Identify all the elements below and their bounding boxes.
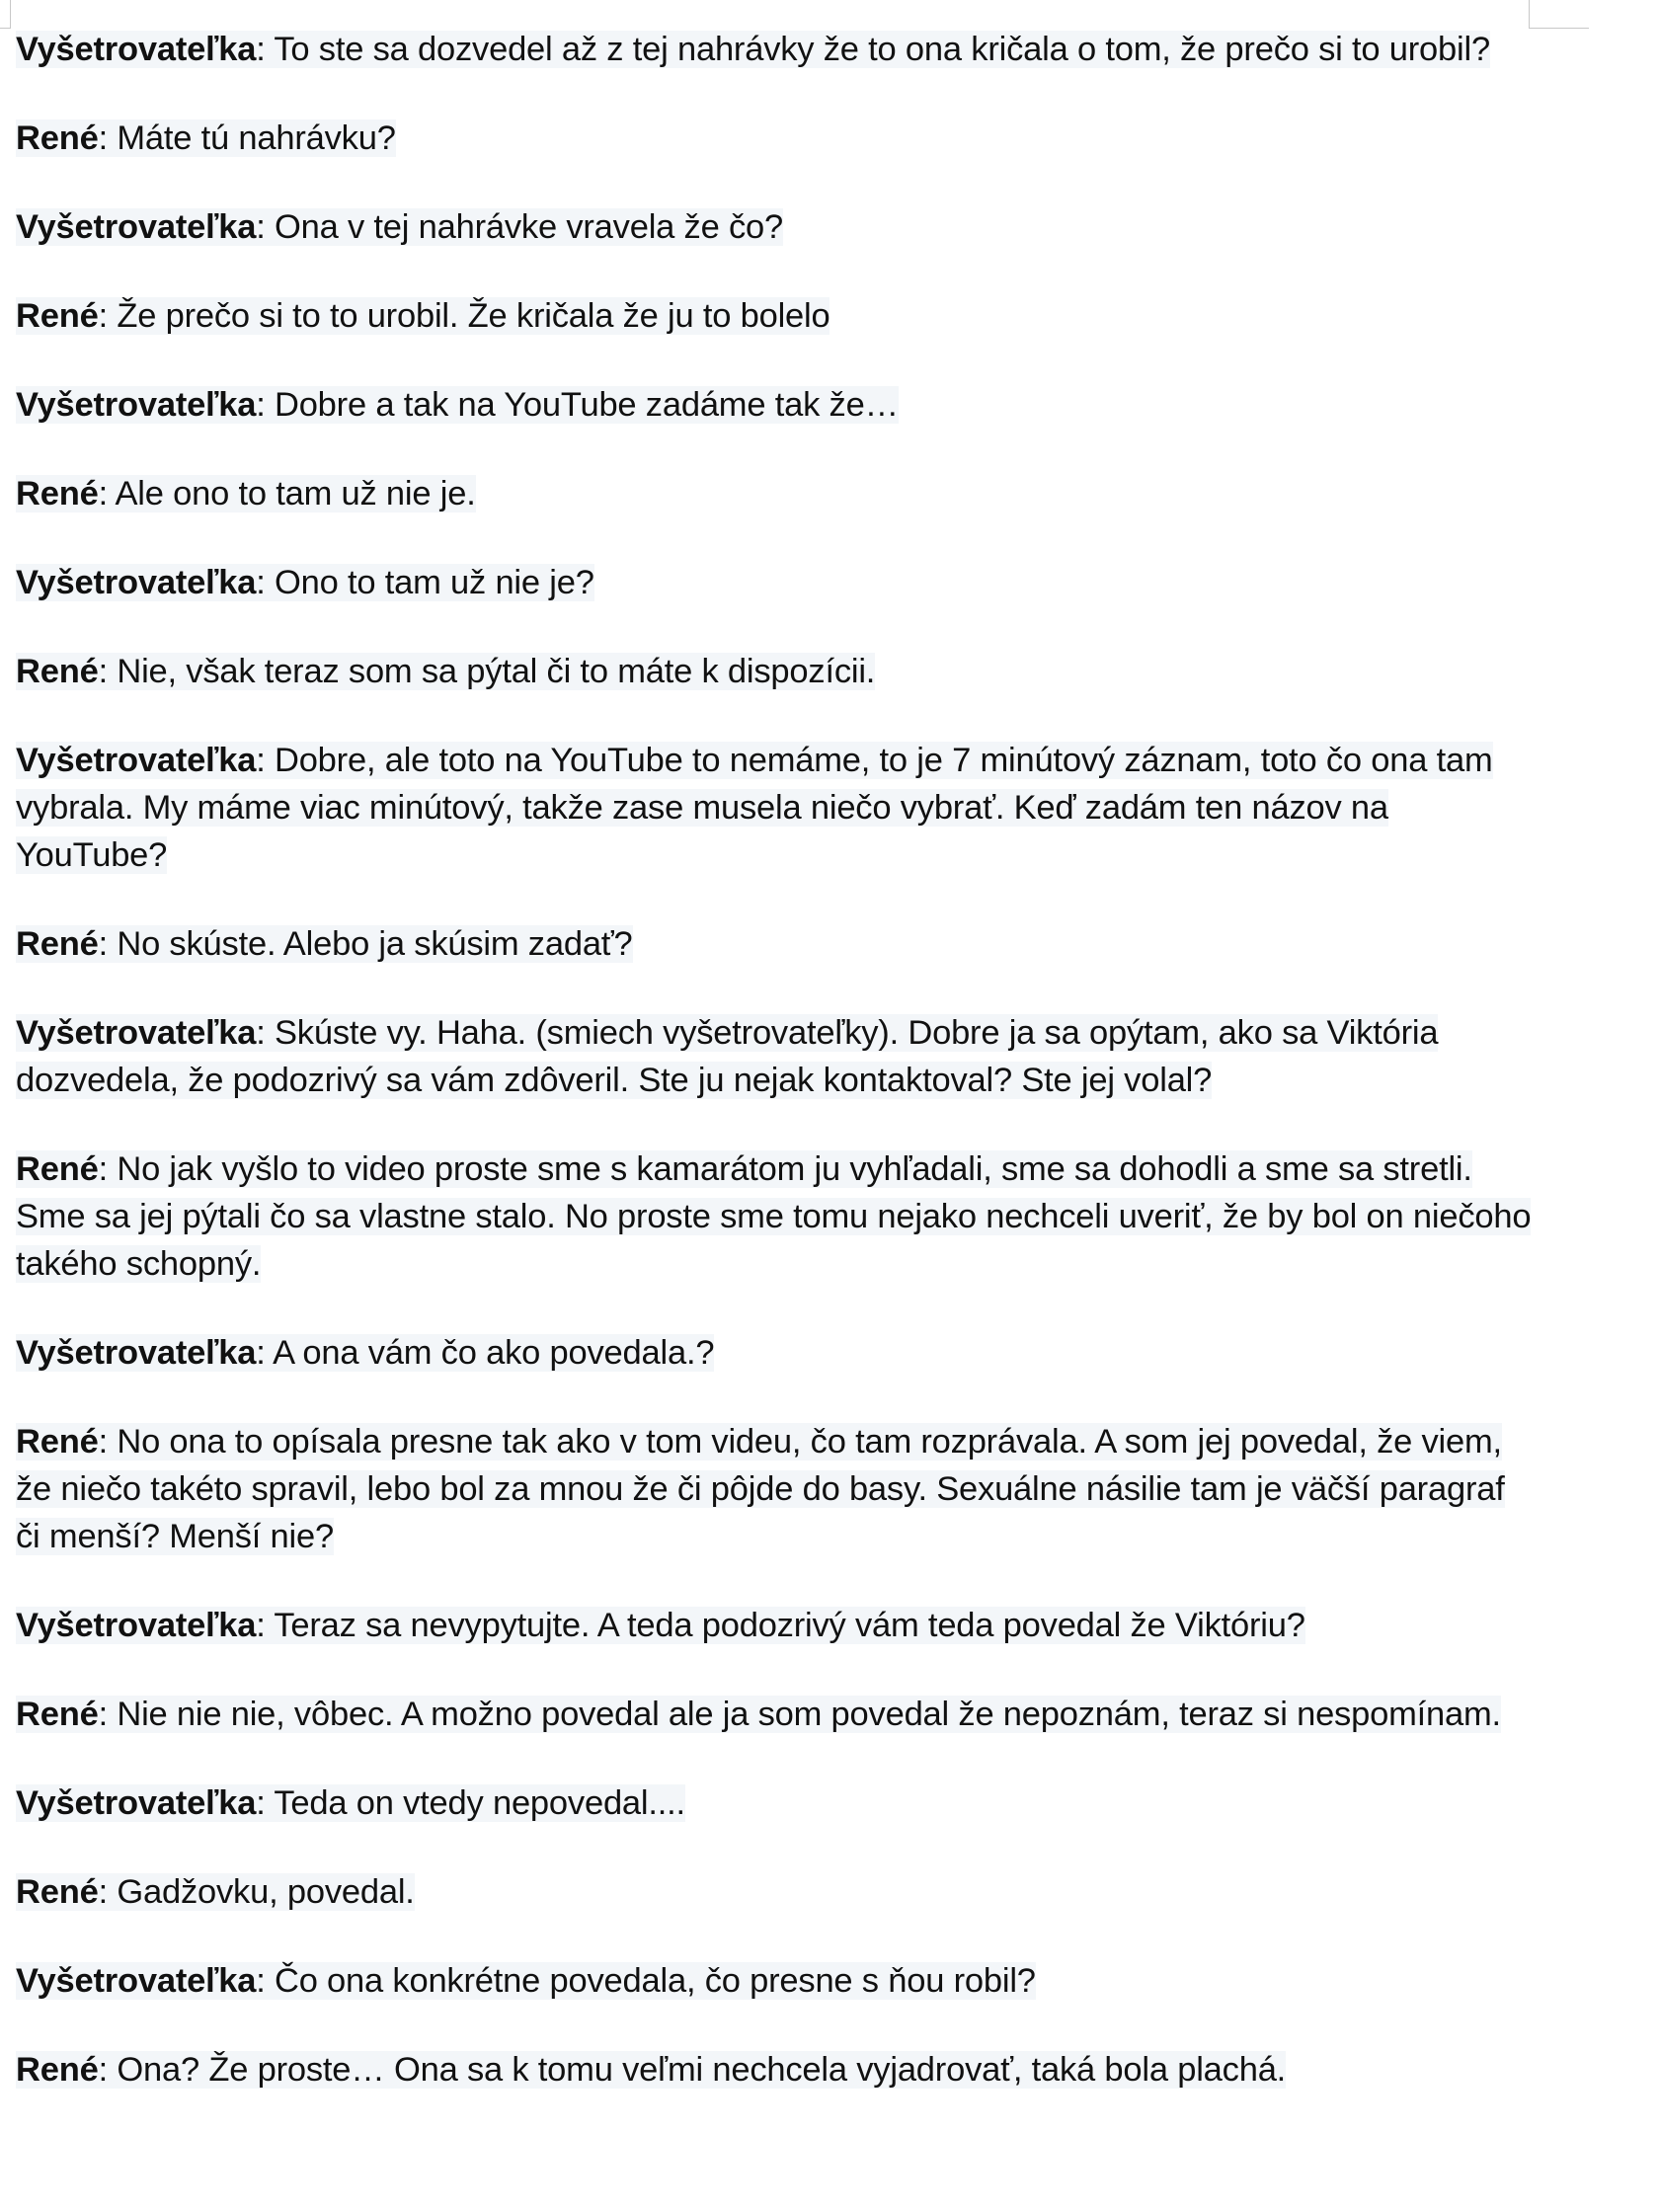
utterance-text: : Nie nie nie, vôbec. A možno povedal ale ja som povedal že nepoznám, teraz si nespomínam. <box>98 1696 1501 1733</box>
speaker-name: René <box>16 1423 99 1461</box>
transcript-paragraph <box>16 470 1537 517</box>
transcript-paragraph <box>16 2046 1537 2094</box>
utterance-text: : Ale ono to tam už nie je. <box>98 475 476 513</box>
transcript-paragraph <box>16 1146 1537 1288</box>
utterance-text: : Teda on vtedy nepovedal.... <box>256 1784 685 1822</box>
transcript-paragraph <box>16 1009 1537 1104</box>
speaker-name: René <box>16 1150 99 1188</box>
utterance-text: : A ona vám čo ako povedala.? <box>256 1334 715 1372</box>
utterance-text: : Nie, však teraz som sa pýtal či to máte k dispozícii. <box>98 653 876 690</box>
transcript-paragraph <box>16 559 1537 606</box>
speaker-name: Vyšetrovateľka <box>16 1334 257 1372</box>
crop-mark-left <box>0 0 11 29</box>
utterance-text: : Ono to tam už nie je? <box>256 564 594 601</box>
speaker-name: Vyšetrovateľka <box>16 386 257 424</box>
speaker-name: Vyšetrovateľka <box>16 1784 257 1822</box>
utterance-text: : No jak vyšlo to video proste sme s kamarátom ju vyhľadali, sme sa dohodli a sme sa stretli. Sme sa jej pýtali čo sa vlastne stalo. No proste sme tomu nejako nechceli uveriť, že by bol on niečoho takého schopný. <box>16 1150 1532 1283</box>
speaker-name: Vyšetrovateľka <box>16 1014 257 1052</box>
speaker-name: René <box>16 119 99 157</box>
transcript-paragraph <box>16 1691 1537 1738</box>
utterance-text: : To ste sa dozvedel až z tej nahrávky že to ona kričala o tom, že prečo si to urobil? <box>256 31 1490 68</box>
transcript-paragraph <box>16 1602 1537 1649</box>
crop-mark-right <box>1529 0 1589 29</box>
transcript-paragraph <box>16 26 1537 73</box>
utterance-text: : Teraz sa nevypytujte. A teda podozrivý vám teda povedal že Viktóriu? <box>256 1607 1305 1644</box>
utterance-text: : Dobre, ale toto na YouTube to nemáme, to je 7 minútový záznam, toto čo ona tam vybrala. My máme viac minútový, takže zase musela niečo vybrať. Keď zadám ten názov na YouTube? <box>16 742 1493 874</box>
utterance-text: : Máte tú nahrávku? <box>98 119 396 157</box>
speaker-name: Vyšetrovateľka <box>16 1607 257 1644</box>
speaker-name: René <box>16 653 99 690</box>
speaker-name: René <box>16 475 99 513</box>
speaker-name: Vyšetrovateľka <box>16 208 257 246</box>
speaker-name: René <box>16 1696 99 1733</box>
utterance-text: : Gadžovku, povedal. <box>98 1873 415 1911</box>
utterance-text: : Dobre a tak na YouTube zadáme tak že… <box>256 386 899 424</box>
utterance-text: : No ona to opísala presne tak ako v tom videu, čo tam rozprávala. A som jej povedal, že viem, že niečo takéto spravil, lebo bol za mnou že či pôjde do basy. Sexuálne násilie tam je väčší paragraf či menší? Menší nie? <box>16 1423 1505 1555</box>
transcript-paragraph <box>16 381 1537 429</box>
transcript-paragraph <box>16 648 1537 695</box>
transcript-paragraph <box>16 203 1537 251</box>
transcript <box>16 26 1537 2135</box>
speaker-name: René <box>16 1873 99 1911</box>
transcript-paragraph <box>16 1779 1537 1827</box>
utterance-text: : Čo ona konkrétne povedala, čo presne s ňou robil? <box>256 1962 1036 2000</box>
transcript-paragraph <box>16 920 1537 968</box>
utterance-text: : Ona v tej nahrávke vravela že čo? <box>256 208 783 246</box>
utterance-text: : Skúste vy. Haha. (smiech vyšetrovateľky). Dobre ja sa opýtam, ako sa Viktória dozvedela, že podozrivý sa vám zdôveril. Ste ju nejak kontaktoval? Ste jej volal? <box>16 1014 1439 1099</box>
speaker-name: Vyšetrovateľka <box>16 742 257 779</box>
transcript-paragraph <box>16 1329 1537 1377</box>
transcript-paragraph <box>16 1957 1537 2005</box>
transcript-paragraph <box>16 737 1537 879</box>
speaker-name: René <box>16 925 99 963</box>
speaker-name: Vyšetrovateľka <box>16 1962 257 2000</box>
utterance-text: : No skúste. Alebo ja skúsim zadať? <box>98 925 633 963</box>
speaker-name: Vyšetrovateľka <box>16 31 257 68</box>
speaker-name: Vyšetrovateľka <box>16 564 257 601</box>
transcript-paragraph <box>16 1868 1537 1916</box>
transcript-paragraph <box>16 115 1537 162</box>
transcript-paragraph <box>16 1418 1537 1560</box>
transcript-paragraph <box>16 292 1537 340</box>
speaker-name: René <box>16 2051 99 2089</box>
utterance-text: : Že prečo si to to urobil. Že kričala že ju to bolelo <box>98 297 830 335</box>
utterance-text: : Ona? Že proste… Ona sa k tomu veľmi nechcela vyjadrovať, taká bola plachá. <box>98 2051 1287 2089</box>
speaker-name: René <box>16 297 99 335</box>
